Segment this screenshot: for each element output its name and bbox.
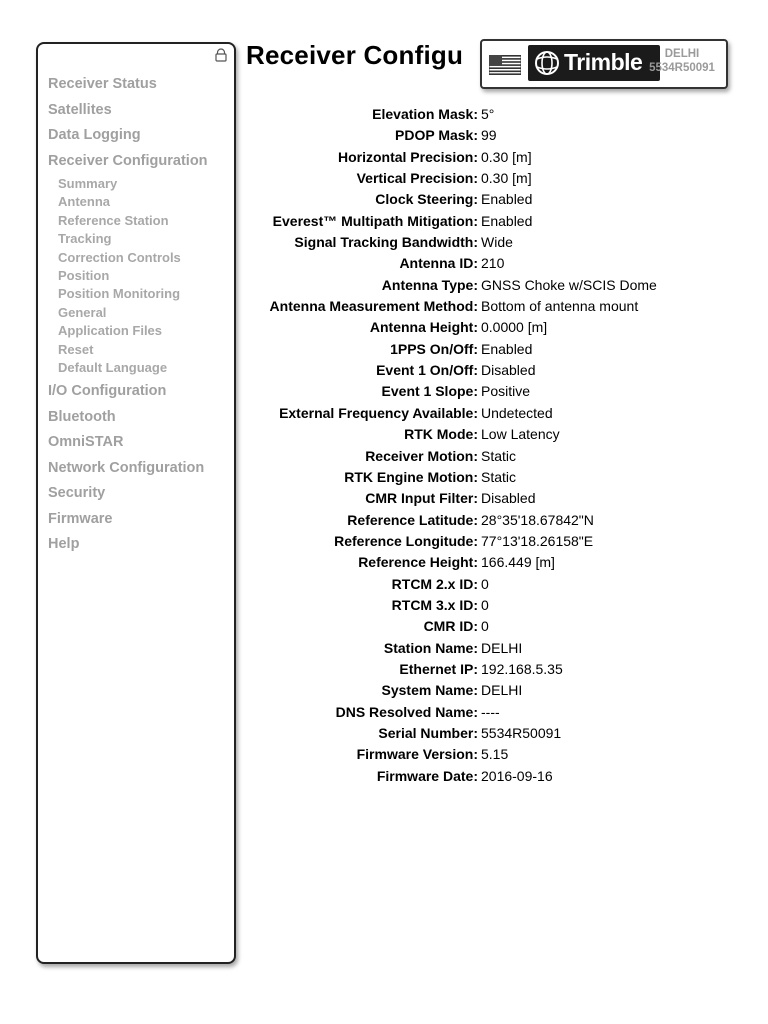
page-title: Receiver Configu (246, 40, 464, 70)
sidebar-subitem-position[interactable]: Position (58, 268, 110, 284)
lock-icon[interactable] (214, 48, 228, 62)
sidebar-item-network-configuration[interactable]: Network Configuration (48, 459, 205, 476)
detail-row (240, 125, 740, 146)
detail-row (240, 766, 740, 787)
detail-value: Enabled (481, 212, 533, 229)
detail-row (240, 744, 740, 765)
detail-row (240, 147, 740, 168)
trimble-logo (528, 45, 660, 81)
sidebar-item-firmware[interactable]: Firmware (48, 510, 113, 527)
brand-wordmark: Trimble (564, 49, 643, 75)
detail-value: 192.168.5.35 (481, 660, 563, 677)
detail-row (240, 211, 740, 232)
detail-value: GNSS Choke w/SCIS Dome (481, 276, 657, 293)
detail-label: Reference Latitude: (347, 511, 478, 528)
sidebar-item-receiver-configuration[interactable]: Receiver Configuration (48, 152, 208, 169)
detail-row (240, 659, 740, 680)
sidebar-nav (36, 42, 236, 964)
station-badge (642, 47, 722, 75)
sidebar-item-satellites[interactable]: Satellites (48, 101, 112, 118)
detail-label: Vertical Precision: (356, 170, 478, 187)
detail-label: Ethernet IP: (399, 660, 478, 677)
detail-label: System Name: (381, 682, 478, 699)
detail-row (240, 424, 740, 445)
detail-label: Elevation Mask: (372, 106, 478, 122)
sidebar-subitem-correction-controls[interactable]: Correction Controls (58, 249, 181, 265)
detail-label: Signal Tracking Bandwidth: (294, 234, 478, 251)
sidebar-item-bluetooth[interactable]: Bluetooth (48, 408, 116, 425)
detail-value: Wide (481, 234, 513, 251)
detail-value: Low Latency (481, 426, 560, 443)
detail-row (240, 510, 740, 531)
detail-row (240, 360, 740, 381)
detail-value: 166.449 [m] (481, 554, 555, 571)
detail-label: CMR Input Filter: (365, 490, 478, 507)
detail-value: 0.30 [m] (481, 170, 532, 187)
sidebar-subitem-antenna[interactable]: Antenna (58, 194, 110, 210)
detail-value: 2016-09-16 (481, 767, 553, 784)
detail-row (240, 680, 740, 701)
detail-label: Event 1 On/Off: (376, 362, 478, 379)
detail-value: 0 (481, 618, 489, 635)
detail-row (240, 702, 740, 723)
detail-row (240, 723, 740, 744)
detail-label: RTK Engine Motion: (344, 468, 478, 485)
detail-value: Disabled (481, 362, 536, 379)
detail-label: Antenna ID: (399, 255, 478, 272)
detail-value: Enabled (481, 191, 533, 208)
detail-label: Horizontal Precision: (337, 148, 478, 165)
sidebar-subitem-default-language[interactable]: Default Language (58, 360, 168, 376)
detail-row (240, 275, 740, 296)
sidebar-item-receiver-status[interactable]: Receiver Status (48, 76, 157, 92)
detail-row (240, 381, 740, 402)
detail-label: Station Name: (383, 639, 478, 656)
sidebar-menu (48, 72, 228, 558)
detail-value: 5534R50091 (481, 724, 562, 741)
detail-value: Positive (481, 383, 531, 400)
detail-row (240, 467, 740, 488)
detail-label: Antenna Type: (381, 276, 478, 293)
sidebar-item-data-logging[interactable]: Data Logging (48, 127, 141, 143)
detail-row (240, 616, 740, 637)
detail-label: RTCM 2.x ID: (391, 575, 478, 592)
detail-value: ---- (481, 703, 500, 720)
detail-value: DELHI (481, 682, 523, 699)
detail-row (240, 531, 740, 552)
detail-row (240, 104, 740, 125)
detail-row (240, 168, 740, 189)
detail-value: Enabled (481, 340, 533, 357)
detail-row (240, 446, 740, 467)
detail-value: Static (481, 468, 517, 485)
sidebar-subitem-summary[interactable]: Summary (58, 176, 118, 191)
trimble-globe-icon (533, 49, 561, 77)
sidebar-subitem-reference-station[interactable]: Reference Station (58, 212, 169, 228)
station-name: DELHI (664, 48, 700, 60)
detail-label: CMR ID: (423, 618, 478, 635)
brand-header (480, 39, 728, 89)
detail-value: 28°35'18.67842"N (481, 511, 594, 528)
detail-row (240, 339, 740, 360)
detail-label: Everest™ Multipath Mitigation: (272, 212, 478, 229)
sidebar-subitem-general[interactable]: General (58, 304, 107, 320)
sidebar-item-security[interactable]: Security (48, 485, 106, 502)
us-flag-icon[interactable] (489, 55, 521, 75)
detail-label: RTCM 3.x ID: (391, 596, 478, 613)
detail-row (240, 296, 740, 317)
detail-value: Disabled (481, 490, 536, 507)
detail-value: 210 (481, 255, 505, 272)
detail-label: External Frequency Available: (279, 404, 478, 421)
detail-label: PDOP Mask: (395, 127, 478, 144)
detail-label: Antenna Measurement Method: (269, 298, 478, 315)
sidebar-subitem-tracking[interactable]: Tracking (58, 231, 112, 247)
detail-value: DELHI (481, 639, 523, 656)
detail-value: 0 (481, 596, 489, 613)
detail-label: Receiver Motion: (365, 447, 478, 464)
detail-row (240, 552, 740, 573)
detail-value: Bottom of antenna mount (481, 298, 639, 315)
detail-value: 5° (481, 106, 495, 122)
detail-row (240, 595, 740, 616)
sidebar-subitem-application-files[interactable]: Application Files (58, 323, 163, 339)
detail-label: Firmware Date: (376, 767, 478, 784)
detail-value: 5.15 (481, 746, 509, 763)
sidebar-subitem-position-monitoring[interactable]: Position Monitoring (58, 286, 181, 302)
detail-label: Antenna Height: (369, 319, 478, 336)
detail-label: Clock Steering: (375, 191, 478, 208)
detail-row (240, 253, 740, 274)
detail-label: 1PPS On/Off: (390, 340, 478, 357)
detail-value: 0.0000 [m] (481, 319, 548, 336)
sidebar-item-help[interactable]: Help (48, 536, 80, 553)
station-serial: 5534R50091 (649, 62, 715, 74)
detail-value: 99 (481, 127, 497, 144)
sidebar-item-i-o-configuration[interactable]: I/O Configuration (48, 383, 167, 400)
detail-label: DNS Resolved Name: (335, 703, 478, 720)
detail-label: Reference Height: (358, 554, 478, 571)
detail-value: 77°13'18.26158"E (481, 532, 594, 549)
detail-label: RTK Mode: (404, 426, 478, 443)
detail-row (240, 488, 740, 509)
detail-row (240, 403, 740, 424)
sidebar-subitem-reset[interactable]: Reset (58, 341, 94, 357)
sidebar-submenu (58, 175, 228, 377)
detail-value: Static (481, 447, 517, 464)
detail-label: Firmware Version: (356, 746, 478, 763)
config-summary (240, 104, 740, 787)
detail-row (240, 638, 740, 659)
detail-label: Reference Longitude: (334, 532, 478, 549)
sidebar-item-omnistar[interactable]: OmniSTAR (48, 434, 124, 451)
detail-label: Serial Number: (378, 724, 478, 741)
detail-row (240, 189, 740, 210)
detail-value: 0.30 [m] (481, 148, 532, 165)
detail-row (240, 574, 740, 595)
detail-row (240, 232, 740, 253)
detail-value: 0 (481, 575, 489, 592)
detail-label: Event 1 Slope: (381, 383, 478, 400)
detail-row (240, 317, 740, 338)
detail-value: Undetected (481, 404, 553, 421)
